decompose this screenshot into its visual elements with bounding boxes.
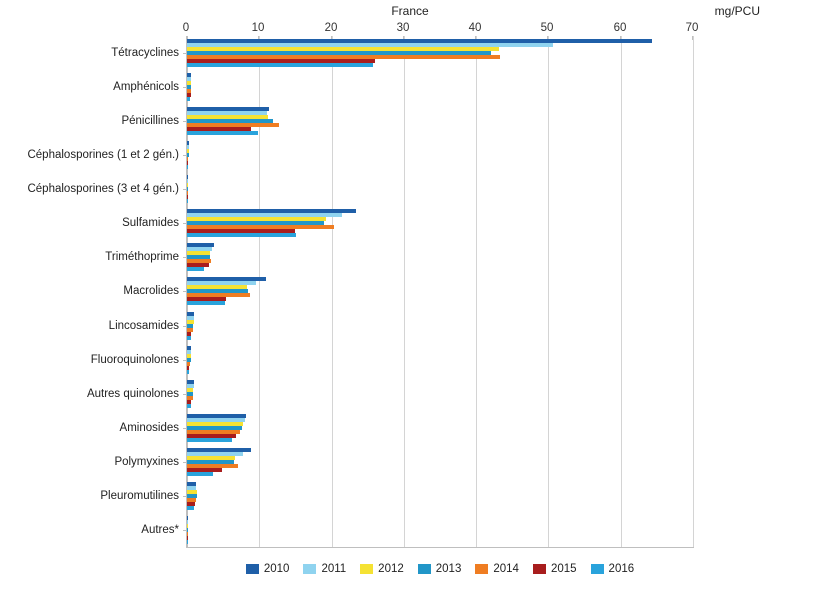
legend-item[interactable] (303, 563, 346, 575)
legend-label: 2016 (608, 563, 635, 575)
category-row (27, 138, 693, 172)
x-axis (182, 22, 699, 36)
category-label: Pleuromutilines (100, 489, 179, 502)
x-axis-tick-label: 60 (613, 22, 627, 34)
legend-swatch (303, 564, 316, 574)
bar (187, 472, 213, 476)
category-label: Autres* (141, 523, 179, 536)
category-row (108, 309, 693, 343)
category-row (113, 70, 693, 104)
category-label: Tétracyclines (111, 47, 179, 60)
legend-label: 2015 (550, 563, 577, 575)
category-row (114, 445, 693, 479)
chart-title: France (391, 4, 429, 18)
bar (187, 233, 296, 237)
bar (187, 506, 194, 510)
legend-swatch (475, 564, 488, 574)
plot-area (27, 36, 694, 548)
bar (187, 165, 188, 169)
category-row (105, 240, 693, 274)
category-label: Macrolides (123, 285, 179, 298)
category-label: Amphénicols (113, 81, 179, 94)
x-axis-tick-label: 10 (251, 22, 265, 34)
x-axis-tick-label: 40 (468, 22, 482, 34)
legend-swatch (533, 564, 546, 574)
x-axis-tick-label: 30 (396, 22, 410, 34)
category-row (121, 104, 693, 138)
bar (187, 540, 188, 544)
category-label: Triméthoprime (105, 251, 179, 264)
category-label: Céphalosporines (1 et 2 gén.) (27, 149, 179, 162)
bar (187, 267, 204, 271)
category-row (111, 36, 693, 70)
legend-label: 2011 (321, 563, 347, 575)
legend-item[interactable] (246, 563, 290, 575)
legend-label: 2013 (435, 563, 462, 575)
bar (187, 97, 190, 101)
legend-swatch (246, 564, 259, 574)
category-row (100, 479, 693, 513)
bar (187, 63, 373, 67)
bar (187, 199, 188, 203)
axis-unit-label: mg/PCU (714, 4, 760, 18)
x-axis-tick-label: 50 (540, 22, 554, 34)
legend-item[interactable] (533, 563, 577, 575)
category-label: Lincosamides (108, 319, 179, 332)
legend-swatch (591, 564, 604, 574)
category-label: Pénicillines (121, 115, 179, 128)
legend-item[interactable] (475, 563, 519, 575)
legend-item[interactable] (591, 563, 635, 575)
category-row (123, 274, 693, 308)
legend-label: 2010 (263, 563, 290, 575)
x-axis-tick-label: 20 (324, 22, 338, 34)
bar (187, 301, 225, 305)
bar (187, 336, 191, 340)
category-label: Aminosides (119, 421, 179, 434)
category-row (119, 411, 693, 445)
bar (187, 131, 258, 135)
category-label: Polymyxines (114, 455, 179, 468)
category-row (27, 172, 693, 206)
legend-item[interactable] (418, 563, 462, 575)
category-row (90, 343, 693, 377)
category-label: Céphalosporines (3 et 4 gén.) (27, 183, 179, 196)
bar (187, 438, 232, 442)
x-axis-tick-label: 0 (182, 22, 190, 34)
bar (187, 404, 191, 408)
category-label: Autres quinolones (86, 387, 179, 400)
category-label: Sulfamides (122, 217, 179, 230)
category-label: Fluoroquinolones (90, 353, 179, 366)
legend-swatch (360, 564, 373, 574)
legend-item[interactable] (360, 563, 404, 575)
bar (187, 370, 189, 374)
x-axis-tick-label: 70 (685, 22, 699, 34)
legend-swatch (418, 564, 431, 574)
category-row (122, 206, 693, 240)
chart-legend (186, 563, 694, 575)
category-row (141, 513, 693, 547)
category-row (86, 377, 693, 411)
legend-label: 2014 (493, 563, 519, 575)
legend-label: 2012 (378, 563, 404, 575)
gridline (693, 36, 694, 547)
